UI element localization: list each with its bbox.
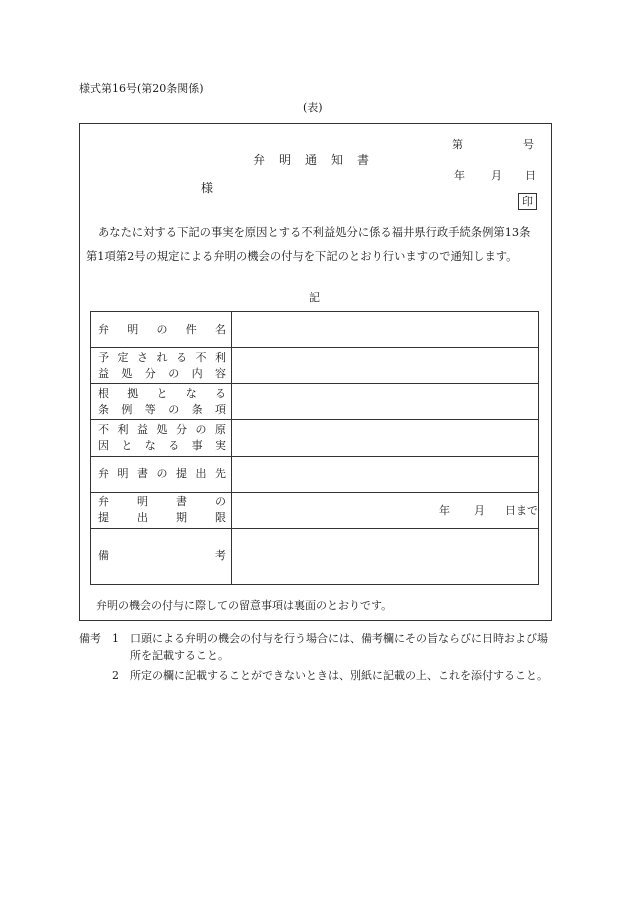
items-table	[90, 311, 539, 585]
remarks-heading: 備考	[79, 632, 101, 645]
deadline-year: 年	[439, 504, 450, 518]
row-value-subject[interactable]	[232, 312, 539, 348]
table-row	[91, 420, 539, 456]
row-label-subject: 弁 明 の 件 名	[91, 312, 232, 348]
row-value-remarks[interactable]	[232, 528, 539, 584]
date-month: 月	[491, 169, 502, 182]
row-value-basis-clause[interactable]	[232, 384, 539, 420]
seal-mark: 印	[518, 193, 537, 210]
number-prefix: 第	[452, 138, 463, 151]
table-row	[91, 492, 539, 528]
date-day: 日	[525, 169, 536, 182]
table-row	[91, 348, 539, 384]
body-text-line-1: あなたに対する下記の事実を原因とする不利益処分に係る福井県行政手続条例第13条	[98, 226, 531, 239]
row-value-planned-disposition[interactable]	[232, 348, 539, 384]
remarks-section	[79, 631, 553, 689]
remarks-number: 2	[112, 669, 119, 682]
table-row	[91, 456, 539, 492]
row-label-planned-disposition: 予定される不利 益処分の内容	[91, 348, 232, 384]
table-row	[91, 312, 539, 348]
row-label-deadline: 弁明書の 提出期限	[91, 492, 232, 528]
side-label: (表)	[303, 101, 323, 114]
table-row	[91, 384, 539, 420]
date-year: 年	[454, 169, 465, 182]
form-label: 様式第16号(第20条関係)	[79, 82, 204, 95]
row-value-deadline[interactable]	[232, 492, 539, 528]
row-label-cause-facts: 不利益処分の原 因となる事実	[91, 420, 232, 456]
row-label-submit-to: 弁明書の提出先	[91, 456, 232, 492]
remarks-item	[79, 631, 553, 664]
remarks-text: 口頭による弁明の機会の付与を行う場合には、備考欄にその旨ならびに日時および場所を記載すること。	[130, 632, 548, 662]
row-value-submit-to[interactable]	[232, 456, 539, 492]
body-text-line-2: 第1項第2号の規定による弁明の機会の付与を下記のとおり行いますので通知します。	[86, 250, 518, 263]
row-value-cause-facts[interactable]	[232, 420, 539, 456]
note-text: 弁明の機会の付与に際しての留意事項は裏面のとおりです。	[96, 599, 393, 612]
row-label-basis-clause: 根拠となる 条例等の条項	[91, 384, 232, 420]
deadline-day: 日まで	[505, 504, 538, 518]
remarks-text: 所定の欄に記載することができないときは、別紙に記載の上、これを添付すること。	[130, 669, 548, 682]
addressee-suffix: 様	[201, 181, 214, 195]
table-row	[91, 528, 539, 584]
row-label-remarks: 備考	[91, 528, 232, 584]
remarks-number: 1	[112, 632, 119, 645]
number-suffix: 号	[523, 138, 534, 151]
document-title: 弁明通知書	[253, 153, 384, 167]
deadline-month: 月	[474, 504, 485, 518]
ki-heading: 記	[309, 291, 320, 304]
remarks-item	[79, 668, 553, 685]
